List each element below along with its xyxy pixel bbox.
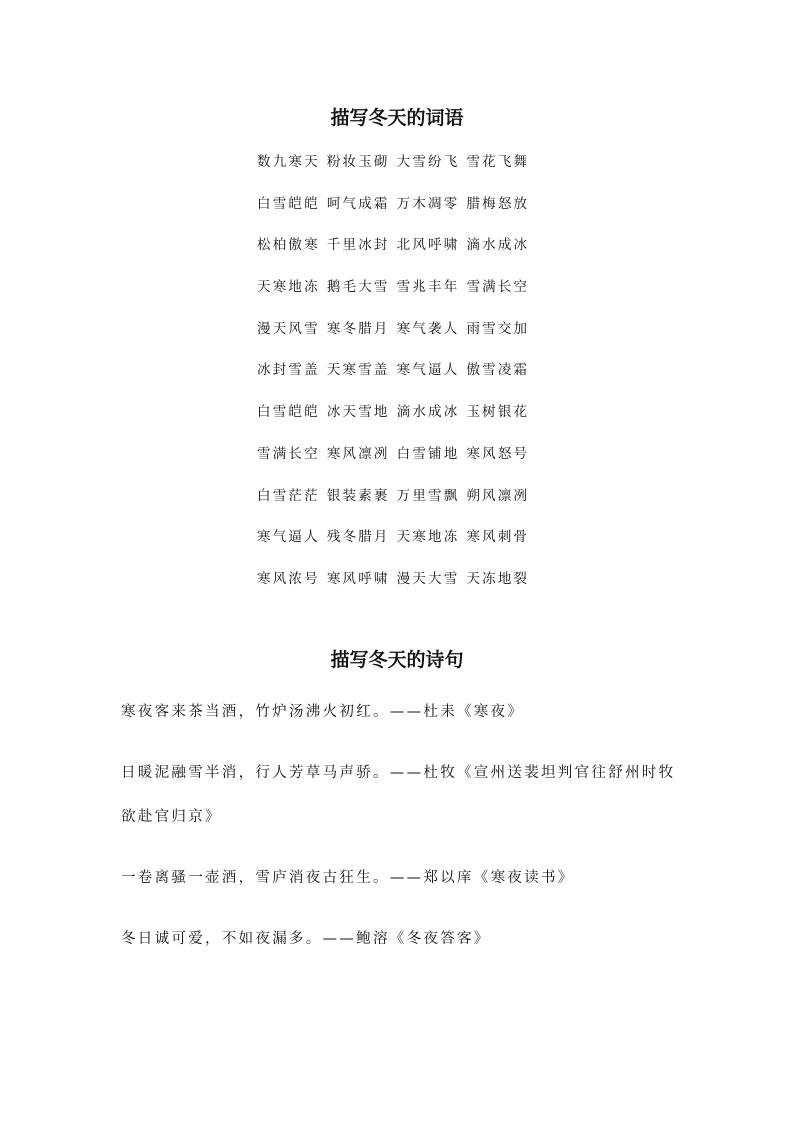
word-row — [257, 567, 536, 609]
word-item: 天寒地冻 — [257, 279, 320, 296]
word-item: 滴水成冰 — [466, 237, 530, 254]
word-item: 雨雪交加 — [466, 320, 530, 337]
words-section-title: 描写冬天的词语 — [330, 107, 464, 129]
word-row — [257, 442, 536, 484]
word-row — [257, 525, 536, 567]
word-item: 银装素裹 — [326, 487, 390, 504]
word-item: 冰天雪地 — [326, 404, 390, 421]
word-item: 漫天大雪 — [396, 570, 460, 587]
poem-line: 寒夜客来茶当酒，竹炉汤沸火初红。——杜耒《寒夜》 — [121, 704, 525, 720]
word-item: 冰封雪盖 — [257, 362, 320, 379]
word-item: 白雪铺地 — [396, 445, 460, 462]
word-item: 粉妆玉砌 — [326, 154, 390, 170]
word-row — [257, 317, 536, 359]
word-item: 寒冬腊月 — [326, 320, 390, 337]
word-item: 寒气逼人 — [257, 529, 320, 546]
word-item: 漫天风雪 — [257, 320, 320, 337]
word-item: 天冻地裂 — [466, 570, 530, 587]
word-row — [257, 275, 536, 317]
word-item: 朔风凛冽 — [466, 487, 530, 504]
word-item: 数九寒天 — [257, 154, 320, 170]
poems-list — [121, 690, 681, 978]
word-item: 万里雪飘 — [396, 487, 460, 504]
word-item: 雪满长空 — [257, 445, 320, 462]
word-item: 寒风浓号 — [257, 570, 320, 587]
word-item: 寒风怒号 — [466, 445, 530, 462]
word-item: 万木凋零 — [396, 195, 460, 212]
word-item: 呵气成霜 — [326, 195, 390, 212]
word-item: 雪花飞舞 — [466, 154, 530, 170]
word-row — [257, 192, 536, 234]
word-item: 北风呼啸 — [396, 237, 460, 254]
word-item: 白雪皑皑 — [257, 404, 320, 421]
word-item: 残冬腊月 — [326, 529, 390, 546]
words-list — [257, 150, 536, 609]
word-item: 滴水成冰 — [396, 404, 460, 421]
word-item: 寒气袭人 — [396, 320, 460, 337]
poem-line: 日暖泥融雪半消，行人芳草马声骄。——杜牧《宣州送裴坦判官往舒州时牧欲赴官归京》 — [121, 765, 676, 825]
word-item: 松柏傲寒 — [257, 237, 320, 254]
word-row — [257, 400, 536, 442]
poem-line: 冬日诚可爱，不如夜漏多。——鲍溶《冬夜答客》 — [121, 931, 491, 947]
word-item: 大雪纷飞 — [396, 154, 460, 170]
word-row — [257, 150, 536, 192]
word-item: 雪兆丰年 — [396, 279, 460, 296]
word-item: 寒气逼人 — [396, 362, 460, 379]
word-item: 白雪茫茫 — [257, 487, 320, 504]
word-item: 寒风凛冽 — [326, 445, 390, 462]
word-item: 腊梅怒放 — [466, 195, 530, 212]
word-item: 天寒雪盖 — [326, 362, 390, 379]
word-item: 玉树银花 — [466, 404, 530, 421]
word-item: 鹅毛大雪 — [326, 279, 390, 296]
word-item: 千里冰封 — [326, 237, 390, 254]
word-item: 天寒地冻 — [396, 529, 460, 546]
word-row — [257, 484, 536, 526]
poems-section-title: 描写冬天的诗句 — [330, 649, 464, 671]
word-item: 寒风呼啸 — [326, 570, 390, 587]
word-item: 白雪皑皑 — [257, 195, 320, 212]
word-item: 傲雪凌霜 — [466, 362, 530, 379]
word-item: 寒风刺骨 — [466, 529, 530, 546]
poem-line: 一卷离骚一壶酒，雪庐消夜古狂生。——郑以庠《寒夜读书》 — [121, 870, 575, 886]
word-row — [257, 233, 536, 275]
word-row — [257, 358, 536, 400]
word-item: 雪满长空 — [466, 279, 530, 296]
